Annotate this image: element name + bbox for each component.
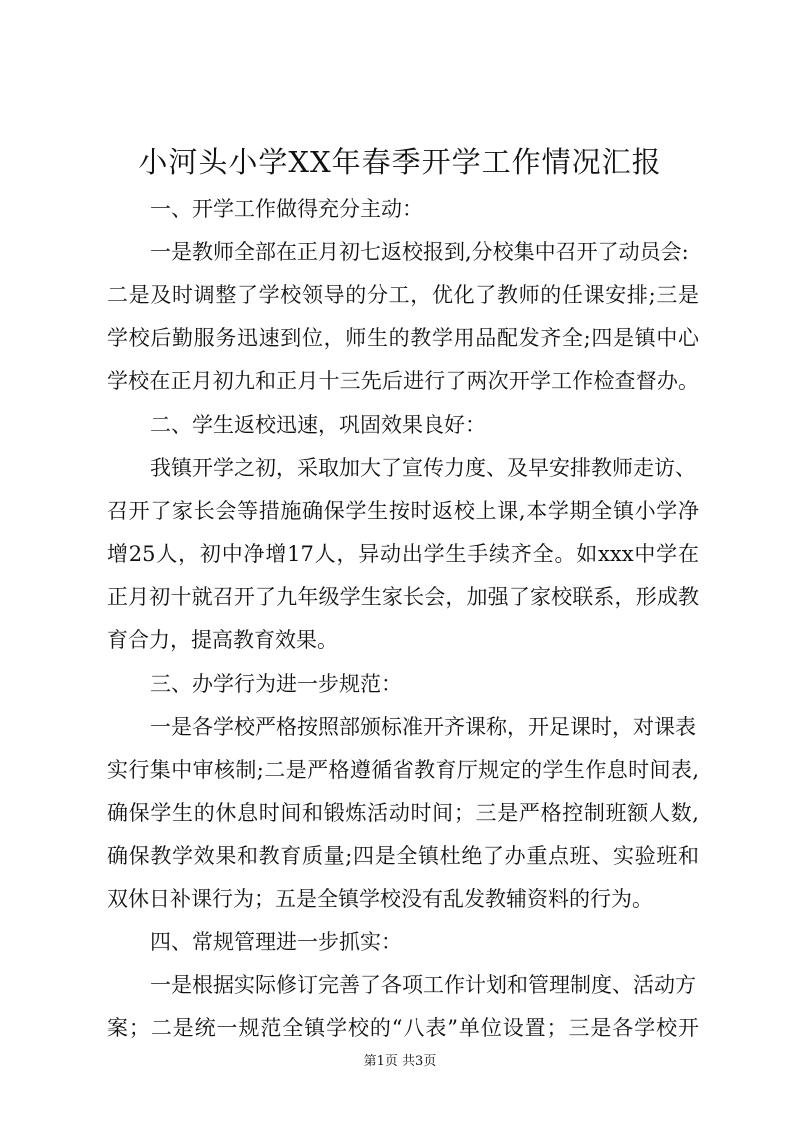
paragraph-line: 学校后勤服务迅速到位，师生的教学用品配发齐全;四是镇中心	[107, 326, 699, 350]
paragraph-line: 召开了家长会等措施确保学生按时返校上课,本学期全镇小学净	[107, 499, 699, 523]
paragraph-line: 我镇开学之初，采取加大了宣传力度、及早安排教师走访、	[150, 456, 696, 480]
section-heading-3: 三、办学行为进一步规范：	[150, 672, 402, 696]
paragraph-line: 育合力，提高教育效果。	[107, 628, 338, 652]
paragraph-line: 正月初十就召开了九年级学生家长会，加强了家校联系，形成教	[107, 585, 699, 609]
paragraph-line: 确保教学效果和教育质量;四是全镇杜绝了办重点班、实验班和	[107, 844, 699, 868]
section-heading-2: 二、学生返校迅速，巩固效果良好：	[150, 413, 486, 437]
paragraph-line: 一是根据实际修订完善了各项工作计划和管理制度、活动方	[150, 973, 696, 997]
section-heading-1: 一、开学工作做得充分主动：	[150, 197, 423, 221]
paragraph-line: 案；二是统一规范全镇学校的“八表”单位设置；三是各学校开	[107, 1016, 699, 1040]
paragraph-line: 二是及时调整了学校领导的分工，优化了教师的任课安排;三是	[107, 283, 699, 307]
paragraph-line: 增25人，初中净增17人，异动出学生手续齐全。如xxx中学在	[107, 542, 699, 566]
paragraph-line: 学校在正月初九和正月十三先后进行了两次开学工作检查督办。	[107, 369, 699, 393]
page-footer: 第1页 共3页	[363, 1054, 437, 1069]
paragraph-line: 一是教师全部在正月初七返校报到,分校集中召开了动员会:	[150, 240, 689, 264]
paragraph-line: 双休日补课行为；五是全镇学校没有乱发教辅资料的行为。	[107, 887, 653, 911]
paragraph-line: 一是各学校严格按照部颁标准开齐课称，开足课时，对课表	[150, 715, 696, 739]
section-heading-4: 四、常规管理进一步抓实：	[150, 930, 402, 954]
document-title: 小河头小学XX年春季开学工作情况汇报	[138, 145, 662, 179]
paragraph-line: 实行集中审核制;二是严格遵循省教育厅规定的学生作息时间表,	[107, 758, 699, 782]
paragraph-line: 确保学生的休息时间和锻炼活动时间；三是严格控制班额人数,	[107, 801, 699, 825]
